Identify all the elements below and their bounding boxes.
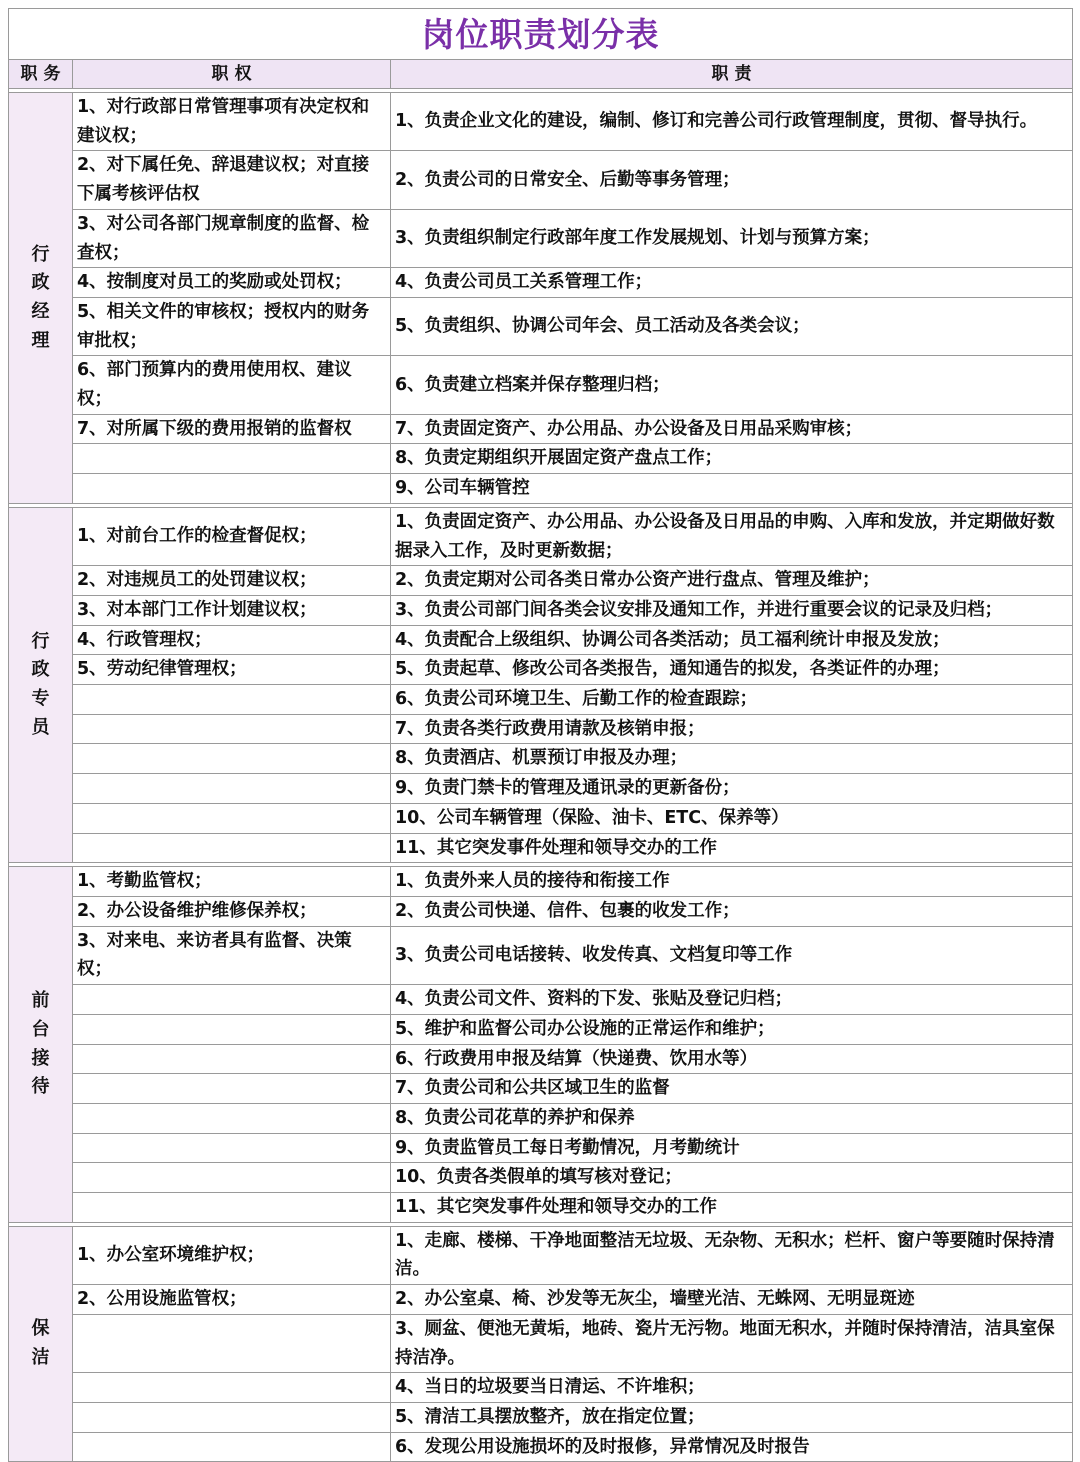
duties-cell: 5、清洁工具摆放整齐，放在指定位置； xyxy=(391,1402,1073,1432)
powers-cell xyxy=(73,1432,391,1462)
duties-cell: 1、负责企业文化的建设，编制、修订和完善公司行政管理制度，贯彻、督导执行。 xyxy=(391,93,1073,151)
powers-cell xyxy=(73,744,391,774)
role-label: 前台接待 xyxy=(31,990,50,1098)
duties-cell: 7、负责公司和公共区域卫生的监督 xyxy=(391,1074,1073,1104)
powers-cell xyxy=(73,985,391,1015)
powers-cell xyxy=(73,1014,391,1044)
header-role: 职 务 xyxy=(9,60,73,89)
header-row xyxy=(9,60,1073,89)
powers-cell: 1、对行政部日常管理事项有决定权和建议权； xyxy=(73,93,391,151)
powers-cell xyxy=(73,803,391,833)
duties-cell: 1、走廊、楼梯、干净地面整洁无垃圾、无杂物、无积水；栏杆、窗户等要随时保持清洁。 xyxy=(391,1226,1073,1284)
powers-cell: 5、劳动纪律管理权； xyxy=(73,655,391,685)
duties-cell: 7、负责固定资产、办公用品、办公设备及日用品采购审核； xyxy=(391,414,1073,444)
table-row xyxy=(9,1432,1073,1462)
table-row xyxy=(9,1373,1073,1403)
powers-cell xyxy=(73,1074,391,1104)
duties-cell: 8、负责公司花草的养护和保养 xyxy=(391,1103,1073,1133)
duties-cell: 6、发现公用设施损坏的及时报修，异常情况及时报告 xyxy=(391,1432,1073,1462)
table-title-cell xyxy=(9,9,1073,60)
duties-cell: 4、负责公司员工关系管理工作； xyxy=(391,268,1073,298)
duties-cell: 8、负责酒店、机票预订申报及办理； xyxy=(391,744,1073,774)
duties-cell: 4、负责公司文件、资料的下发、张贴及登记归档； xyxy=(391,985,1073,1015)
header-powers: 职 权 xyxy=(73,60,391,89)
powers-cell: 2、办公设备维护维修保养权； xyxy=(73,896,391,926)
table-row xyxy=(9,209,1073,267)
table-row xyxy=(9,414,1073,444)
powers-cell: 3、对公司各部门规章制度的监督、检查权； xyxy=(73,209,391,267)
table-row xyxy=(9,1133,1073,1163)
table-row xyxy=(9,685,1073,715)
table-row xyxy=(9,1193,1073,1223)
table-row xyxy=(9,655,1073,685)
powers-cell xyxy=(73,1193,391,1223)
powers-cell: 2、公用设施监管权； xyxy=(73,1285,391,1315)
duties-cell: 5、负责起草、修改公司各类报告，通知通告的拟发，各类证件的办理； xyxy=(391,655,1073,685)
table-row xyxy=(9,268,1073,298)
table-row xyxy=(9,867,1073,897)
role-cell-cleaning xyxy=(9,1226,73,1462)
table-row xyxy=(9,507,1073,565)
powers-cell: 5、相关文件的审核权；授权内的财务审批权； xyxy=(73,297,391,355)
powers-cell xyxy=(73,714,391,744)
powers-cell: 1、考勤监管权； xyxy=(73,867,391,897)
powers-cell: 6、部门预算内的费用使用权、建议权； xyxy=(73,356,391,414)
page-title: 岗位职责划分表 xyxy=(421,15,660,54)
table-row xyxy=(9,1314,1073,1372)
duties-cell: 3、负责组织制定行政部年度工作发展规划、计划与预算方案； xyxy=(391,209,1073,267)
powers-cell: 2、对违规员工的处罚建议权； xyxy=(73,566,391,596)
duties-cell: 11、其它突发事件处理和领导交办的工作 xyxy=(391,1193,1073,1223)
table-row xyxy=(9,1163,1073,1193)
duties-cell: 11、其它突发事件处理和领导交办的工作 xyxy=(391,833,1073,863)
duties-cell: 2、负责公司的日常安全、后勤等事务管理； xyxy=(391,151,1073,209)
duties-cell: 4、负责配合上级组织、协调公司各类活动；员工福利统计申报及发放； xyxy=(391,625,1073,655)
table-row xyxy=(9,985,1073,1015)
duties-cell: 9、负责门禁卡的管理及通讯录的更新备份； xyxy=(391,774,1073,804)
duties-cell: 7、负责各类行政费用请款及核销申报； xyxy=(391,714,1073,744)
powers-cell xyxy=(73,1133,391,1163)
table-row xyxy=(9,1044,1073,1074)
duties-cell: 2、负责定期对公司各类日常办公资产进行盘点、管理及维护； xyxy=(391,566,1073,596)
powers-cell: 1、对前台工作的检查督促权； xyxy=(73,507,391,565)
duties-cell: 6、负责建立档案并保存整理归档； xyxy=(391,356,1073,414)
role-cell-front-desk-reception xyxy=(9,867,73,1222)
powers-cell: 7、对所属下级的费用报销的监督权 xyxy=(73,414,391,444)
duties-cell: 1、负责外来人员的接待和衔接工作 xyxy=(391,867,1073,897)
duties-cell: 10、公司车辆管理（保险、油卡、ETC、保养等） xyxy=(391,803,1073,833)
table-row xyxy=(9,896,1073,926)
duties-cell: 3、厕盆、便池无黄垢，地砖、瓷片无污物。地面无积水，并随时保持清洁，洁具室保持洁净。 xyxy=(391,1314,1073,1372)
duties-cell: 9、负责监管员工每日考勤情况，月考勤统计 xyxy=(391,1133,1073,1163)
table-row xyxy=(9,444,1073,474)
duties-cell: 5、负责组织、协调公司年会、员工活动及各类会议； xyxy=(391,297,1073,355)
table-row xyxy=(9,714,1073,744)
table-row xyxy=(9,1014,1073,1044)
duties-cell: 6、行政费用申报及结算（快递费、饮用水等） xyxy=(391,1044,1073,1074)
table-row xyxy=(9,744,1073,774)
duties-cell: 2、办公室桌、椅、沙发等无灰尘，墙壁光洁、无蛛网、无明显斑迹 xyxy=(391,1285,1073,1315)
table-row xyxy=(9,926,1073,984)
table-row xyxy=(9,93,1073,151)
powers-cell xyxy=(73,1103,391,1133)
powers-cell xyxy=(73,685,391,715)
powers-cell xyxy=(73,444,391,474)
table-row xyxy=(9,566,1073,596)
table-row xyxy=(9,625,1073,655)
duties-cell: 9、公司车辆管控 xyxy=(391,474,1073,504)
table-row xyxy=(9,833,1073,863)
duties-cell: 1、负责固定资产、办公用品、办公设备及日用品的申购、入库和发放，并定期做好数据录入工作，及时更新数据； xyxy=(391,507,1073,565)
table-row xyxy=(9,595,1073,625)
powers-cell xyxy=(73,1163,391,1193)
powers-cell xyxy=(73,1044,391,1074)
powers-cell: 4、按制度对员工的奖励或处罚权； xyxy=(73,268,391,298)
duties-cell: 6、负责公司环境卫生、后勤工作的检查跟踪； xyxy=(391,685,1073,715)
table-row xyxy=(9,803,1073,833)
responsibility-table xyxy=(8,8,1073,1462)
table-row xyxy=(9,356,1073,414)
role-label: 行政经理 xyxy=(31,243,50,351)
duties-cell: 5、维护和监督公司办公设施的正常运作和维护； xyxy=(391,1014,1073,1044)
table-row xyxy=(9,1103,1073,1133)
table-row xyxy=(9,474,1073,504)
powers-cell xyxy=(73,1373,391,1403)
table-row xyxy=(9,1402,1073,1432)
duties-cell: 3、负责公司电话接转、收发传真、文档复印等工作 xyxy=(391,926,1073,984)
powers-cell xyxy=(73,833,391,863)
powers-cell: 2、对下属任免、辞退建议权；对直接下属考核评估权 xyxy=(73,151,391,209)
powers-cell: 1、办公室环境维护权； xyxy=(73,1226,391,1284)
table-row xyxy=(9,1074,1073,1104)
powers-cell: 4、行政管理权； xyxy=(73,625,391,655)
powers-cell xyxy=(73,774,391,804)
role-cell-administration-manager xyxy=(9,93,73,504)
duties-cell: 4、当日的垃圾要当日清运、不许堆积； xyxy=(391,1373,1073,1403)
table-row xyxy=(9,774,1073,804)
role-label: 行政专员 xyxy=(31,630,50,738)
table-row xyxy=(9,151,1073,209)
powers-cell xyxy=(73,1314,391,1372)
powers-cell: 3、对本部门工作计划建议权； xyxy=(73,595,391,625)
powers-cell xyxy=(73,474,391,504)
duties-cell: 2、负责公司快递、信件、包裹的收发工作； xyxy=(391,896,1073,926)
table-row xyxy=(9,1285,1073,1315)
table-row xyxy=(9,1226,1073,1284)
duties-cell: 8、负责定期组织开展固定资产盘点工作； xyxy=(391,444,1073,474)
duties-cell: 10、负责各类假单的填写核对登记； xyxy=(391,1163,1073,1193)
role-cell-administration-specialist xyxy=(9,507,73,862)
role-label: 保洁 xyxy=(31,1318,50,1369)
powers-cell xyxy=(73,1402,391,1432)
duties-cell: 3、负责公司部门间各类会议安排及通知工作，并进行重要会议的记录及归档； xyxy=(391,595,1073,625)
powers-cell: 3、对来电、来访者具有监督、决策权； xyxy=(73,926,391,984)
header-duties: 职 责 xyxy=(391,60,1073,89)
table-row xyxy=(9,297,1073,355)
